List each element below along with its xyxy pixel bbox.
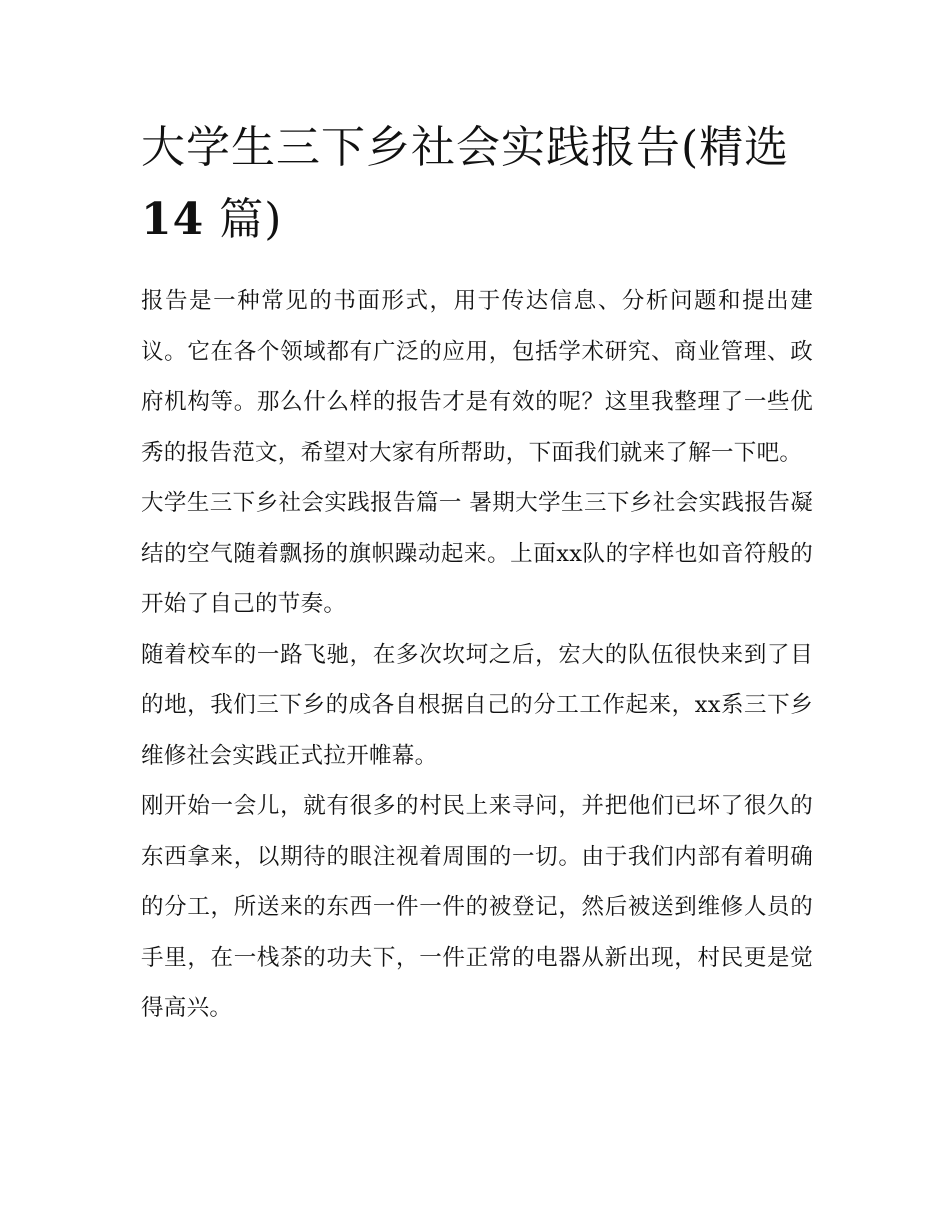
title-number: 14 xyxy=(141,194,205,245)
document-body xyxy=(141,112,813,1034)
body-paragraph-1: 大学生三下乡社会实践报告篇一 暑期大学生三下乡社会实践报告凝结的空气随着飘扬的旗帜躁动起来。上面xx队的字样也如音符般的开始了自己的节奏。 xyxy=(141,490,813,617)
intro-paragraph: 报告是一种常见的书面形式，用于传达信息、分析问题和提出建议。它在各个领域都有广泛的应用，包括学术研究、商业管理、政府机构等。那么什么样的报告才是有效的呢？这里我整理了一些优秀的报告范文，希望对大家有所帮助，下面我们就来了解一下吧。 xyxy=(141,288,813,466)
document-title xyxy=(141,112,813,256)
title-text-part1: 大学生三下乡社会实践报告(精选 xyxy=(141,122,790,173)
body-paragraph-2: 随着校车的一路飞驰，在多次坎坷之后，宏大的队伍很快来到了目的地，我们三下乡的成各自根据自己的分工工作起来，xx系三下乡维修社会实践正式拉开帷幕。 xyxy=(141,641,813,769)
body-paragraph-3: 刚开始一会儿，就有很多的村民上来寻问，并把他们已坏了很久的东西拿来，以期待的眼注视着周围的一切。由于我们内部有着明确的分工，所送来的东西一件一件的被登记，然后被送到维修人员的手里，在一栈茶的功夫下，一件正常的电器从新出现，村民更是觉得高兴。 xyxy=(141,793,813,1021)
title-text-part2: 篇) xyxy=(219,194,283,245)
